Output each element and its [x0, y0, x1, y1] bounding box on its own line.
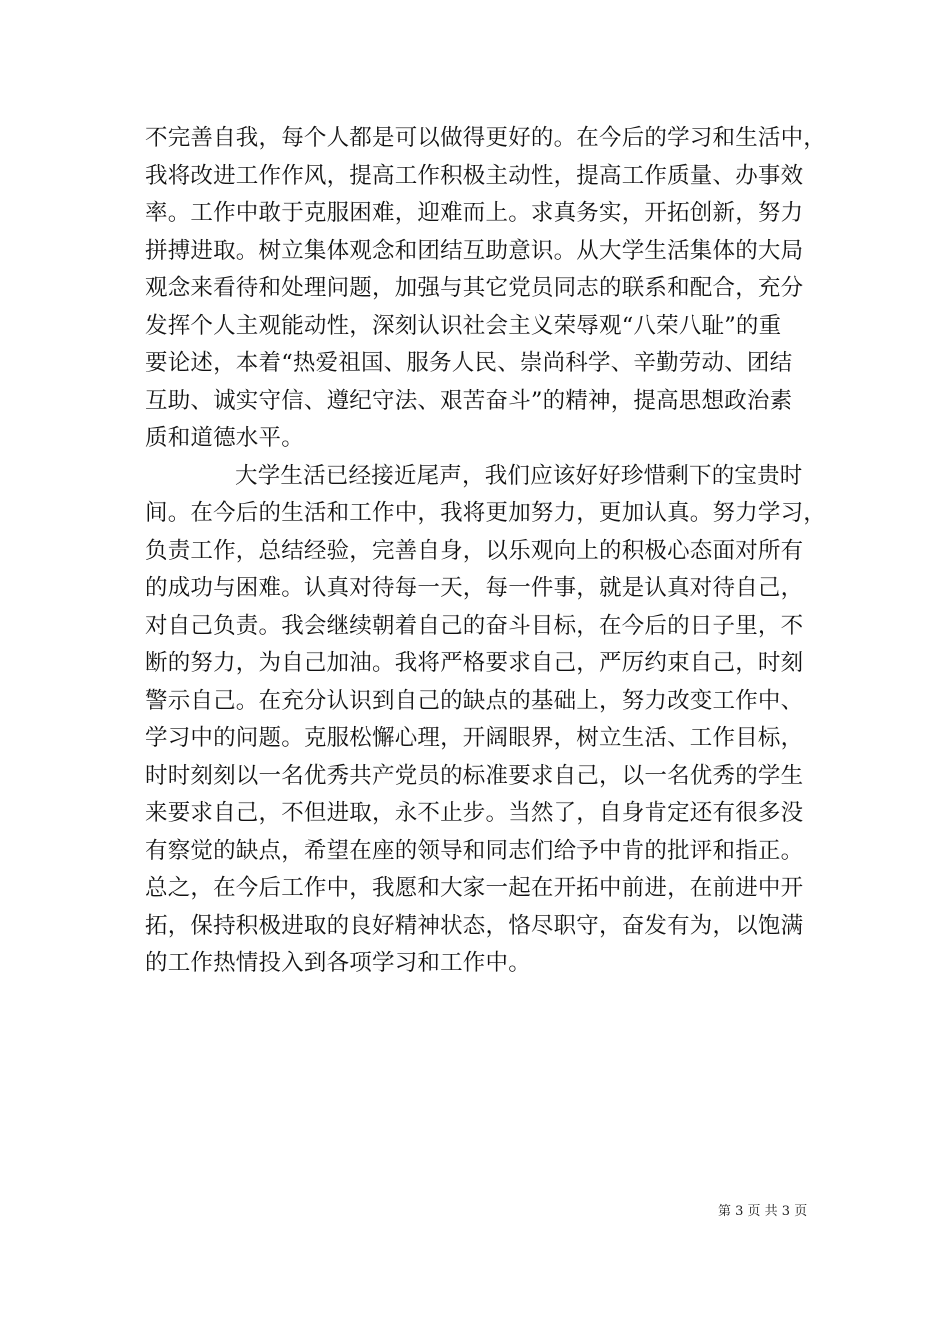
paragraph-1	[145, 120, 827, 458]
text-line: 断的努力，为自己加油。我将严格要求自己，严厉约束自己，时刻	[145, 650, 804, 676]
text-line: 不完善自我，每个人都是可以做得更好的。在今后的学习和生活中，	[145, 125, 827, 151]
text-line: 互助、诚实守信、遵纪守法、艰苦奋斗”的精神，提高思想政治素	[145, 387, 793, 414]
text-line: 拼搏进取。树立集体观念和团结互助意识。从大学生活集体的大局	[145, 237, 804, 264]
text-line: 的成功与困难。认真对待每一天，每一件事，就是认真对待自己，	[145, 575, 804, 601]
text-line: 我将改进工作作风，提高工作积极主动性，提高工作质量、办事效	[145, 162, 804, 189]
text-line: 间。在今后的生活和工作中，我将更加努力，更加认真。努力学习，	[145, 500, 827, 526]
text-line: 有察觉的缺点，希望在座的领导和同志们给予中肯的批评和指正。	[145, 837, 804, 864]
text-line: 的工作热情投入到各项学习和工作中。	[145, 950, 531, 976]
text-line: 学习中的问题。克服松懈心理，开阔眼界，树立生活、工作目标，	[145, 725, 804, 751]
text-line: 质和道德水平。	[145, 425, 304, 451]
text-line: 对自己负责。我会继续朝着自己的奋斗目标，在今后的日子里，不	[145, 612, 804, 639]
text-line: 总之，在今后工作中，我愿和大家一起在开拓中前进，在前进中开	[145, 875, 804, 901]
text-line: 警示自己。在充分认识到自己的缺点的基础上，努力改变工作中、	[145, 687, 804, 714]
text-line: 观念来看待和处理问题，加强与其它党员同志的联系和配合，充分	[145, 275, 804, 301]
text-line: 要论述，本着“热爱祖国、服务人民、崇尚科学、辛勤劳动、团结	[145, 350, 793, 376]
text-line: 率。工作中敢于克服困难，迎难而上。求真务实，开拓创新，努力	[145, 200, 804, 226]
paragraph-2	[145, 458, 827, 983]
text-line: 拓，保持积极进取的良好精神状态，恪尽职守，奋发有为，以饱满	[145, 912, 804, 939]
text-line: 负责工作，总结经验，完善自身，以乐观向上的积极心态面对所有	[145, 537, 804, 564]
text-line: 来要求自己，不但进取，永不止步。当然了，自身肯定还有很多没	[145, 800, 804, 826]
document-body	[145, 120, 827, 983]
text-line: 发挥个人主观能动性，深刻认识社会主义荣辱观“八荣八耻”的重	[145, 312, 782, 339]
text-line: 时时刻刻以一名优秀共产党员的标准要求自己，以一名优秀的学生	[145, 762, 804, 789]
text-line: 大学生活已经接近尾声，我们应该好好珍惜剩下的宝贵时	[235, 462, 803, 489]
page-number-footer: 第 3 页 共 3 页	[718, 1204, 808, 1219]
